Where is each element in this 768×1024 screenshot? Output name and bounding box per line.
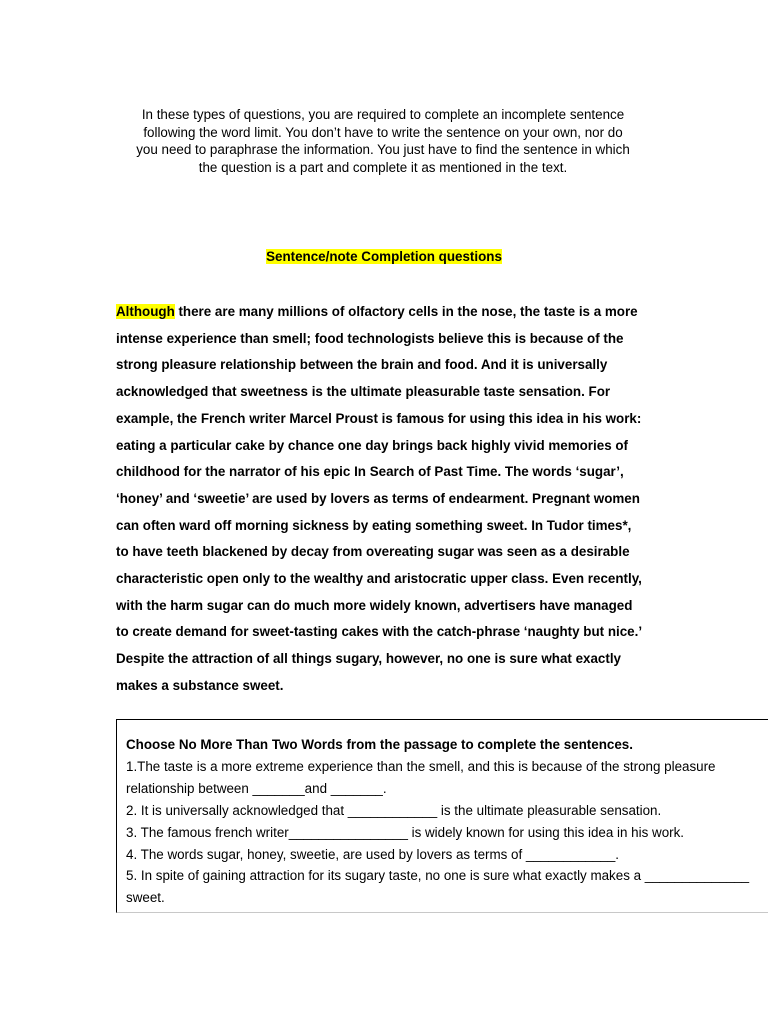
passage-line: to have teeth blackened by decay from overeating sugar was seen as a desirable	[116, 544, 630, 560]
reading-passage	[116, 299, 656, 700]
questions-title: Choose No More Than Two Words from the passage to complete the sentences.	[126, 737, 633, 752]
questions-list	[126, 734, 768, 909]
intro-line: the question is a part and complete it as mentioned in the text.	[198, 160, 568, 176]
passage-line	[116, 299, 656, 326]
passage-line: to create demand for sweet-tasting cakes with the catch-phrase ‘naughty but nice.’	[116, 624, 643, 640]
passage-line: Despite the attraction of all things sugary, however, no one is sure what exactly	[116, 651, 622, 667]
passage-line: strong pleasure relationship between the brain and food. And it is universally	[116, 357, 608, 373]
section-heading-text: Sentence/note Completion questions	[266, 249, 502, 264]
question-line: 1.The taste is a more extreme experience than the smell, and this is because of the strong pleasure	[126, 758, 716, 774]
section-heading	[0, 248, 768, 266]
passage-line: with the harm sugar can do much more widely known, advertisers have managed	[116, 597, 633, 613]
intro-paragraph	[108, 106, 658, 177]
question-line: 4. The words sugar, honey, sweetie, are used by lovers as terms of ____________.	[126, 846, 620, 862]
passage-line-rest: there are many millions of olfactory cells in the nose, the taste is a more	[174, 304, 638, 319]
question-line: 3. The famous french writer________________ is widely known for using this idea in his work.	[126, 824, 685, 840]
question-line: sweet.	[126, 890, 165, 906]
intro-line: following the word limit. You don’t have to write the sentence on your own, nor do	[143, 124, 623, 140]
passage-line: intense experience than smell; food technologists believe this is because of the	[116, 330, 624, 346]
passage-line: characteristic open only to the wealthy and aristocratic upper class. Even recently,	[116, 571, 642, 587]
question-line: relationship between _______and _______.	[126, 780, 387, 796]
passage-line: eating a particular cake by chance one day brings back highly vivid memories of	[116, 437, 628, 453]
intro-line: In these types of questions, you are required to complete an incomplete sentence	[141, 107, 625, 122]
passage-line: makes a substance sweet.	[116, 677, 284, 693]
question-line: 2. It is universally acknowledged that ____________ is the ultimate pleasurable sensation.	[126, 802, 662, 818]
passage-line: ‘honey’ and ‘sweetie’ are used by lovers as terms of endearment. Pregnant women	[116, 490, 640, 506]
passage-line: can often ward off morning sickness by eating something sweet. In Tudor times*,	[116, 517, 632, 533]
intro-line: you need to paraphrase the information. You just have to find the sentence in which	[136, 142, 630, 158]
passage-line: acknowledged that sweetness is the ultimate pleasurable taste sensation. For	[116, 384, 611, 400]
highlighted-word: Although	[116, 304, 175, 319]
passage-line: example, the French writer Marcel Proust is famous for using this idea in his work:	[116, 410, 642, 426]
question-line: 5. In spite of gaining attraction for its sugary taste, no one is sure what exactly makes a ______________	[126, 868, 750, 884]
passage-line: childhood for the narrator of his epic In Search of Past Time. The words ‘sugar’,	[116, 464, 624, 480]
